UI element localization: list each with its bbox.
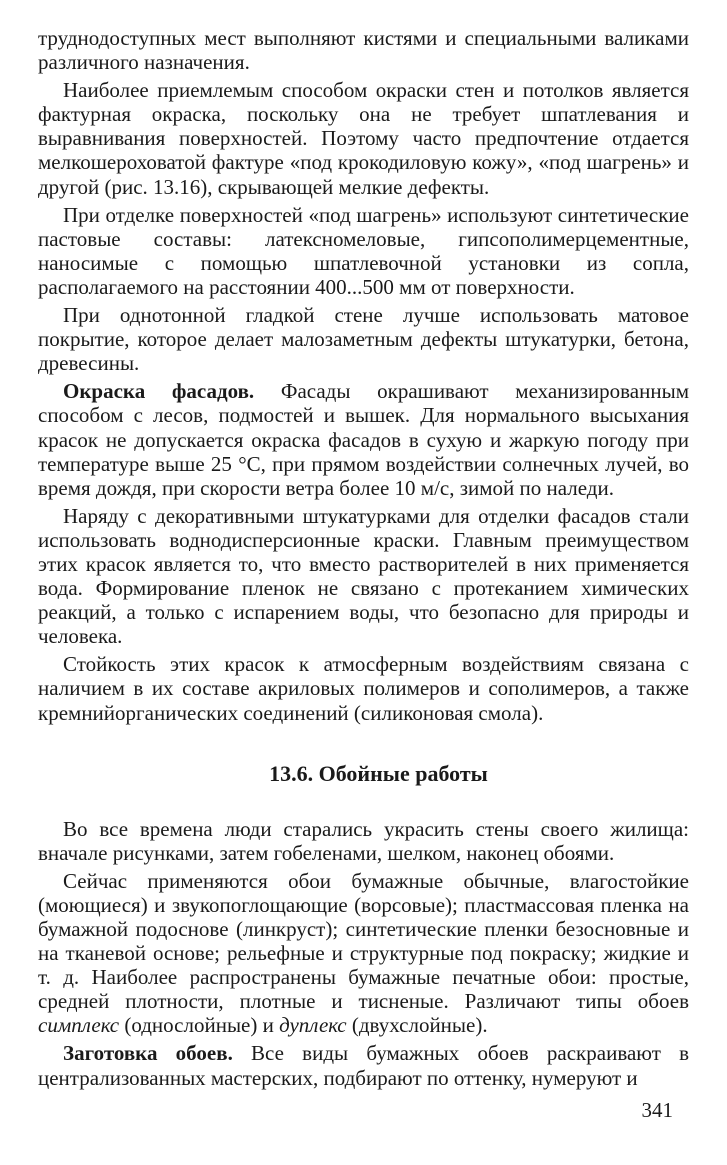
term-simplex: симплекс: [38, 1013, 120, 1038]
paragraph-wall-decoration: Во все времена люди старались украсить стены своего жилища: вначале рисунками, затем гобеленами, шелком, наконец обоями.: [38, 816, 689, 865]
paragraph-wallpaper-types: [38, 869, 689, 1038]
runin-heading-facade: Окраска фасадов.: [63, 379, 255, 404]
paragraph-water-dispersion-paints: Наряду с декоративными штукатурками для отделки фасадов стали использовать воднодисперсионные краски. Главным преимуществом этих красок является то, что вместо растворителей в них применяется вода. Формирование пленок не связано с протеканием химических реакций, а только с испарением воды, что безопасно для природы и человека.: [38, 503, 689, 649]
paragraph-textured-painting: Наиболее приемлемым способом окраски стен и потолков является фактурная окраска, поскольку она не требует шпатлевания и выравнивания поверхностей. Поэтому часто предпочтение отдается мелкошероховатой фактуре «под крокодиловую кожу», «под шагрень» и другой (рис. 13.16), скрывающей мелкие дефекты.: [38, 78, 689, 199]
paragraph-preparation-text: Все виды бумажных обоев раскраивают в централизованных мастерских, подбирают по оттенку, нумеруют и: [38, 1041, 690, 1090]
paragraph-continuation: труднодоступных мест выполняют кистями и специальными валиками различного назначения.: [38, 26, 689, 75]
section-heading: 13.6. Обойные работы: [269, 760, 488, 786]
paragraph-paint-durability: Стойкость этих красок к атмосферным воздействиям связана с наличием в их составе акриловых полимеров и сополимеров, а также кремнийорганических соединений (силиконовая смола).: [38, 652, 689, 725]
wallpaper-types-text-a: Сейчас применяются обои бумажные обычные, влагостойкие (моющиеся) и звукопоглощающие (ворсовые); пластмассовая пленка на бумажной подоснове (линкруст); синтетические пленки безосновные и на тканевой основе; рельефные и структурные под покраску; жидкие и т. д. Наиболее распространены бумажные печатные обои: простые, средней плотности, плотные и тисненые. Различают типы обоев: [38, 868, 689, 1014]
paragraph-matte-coating: При однотонной гладкой стене лучше использовать матовое покрытие, которое делает малозаметным дефекты штукатурки, бетона, древесины.: [38, 303, 689, 376]
paragraph-facade-painting: [38, 379, 689, 499]
paragraph-facade-text: Фасады окрашивают механизированным способом с лесов, подмостей и вышек. Для нормального высыхания красок не допускается окраска фасадов в сухую и жаркую погоду при температуре выше 25 °С, при прямом воздействии солнечных лучей, во время дождя, при скорости ветра более 10 м/с, зимой по наледи.: [38, 379, 689, 500]
paragraph-wallpaper-preparation: [38, 1041, 689, 1089]
page-body: [38, 26, 689, 1090]
paragraph-shagreen-finish: При отделке поверхностей «под шагрень» используют синтетические пастовые составы: латексномеловые, гипсополимерцементные, наносимые с помощью шпатлевочной установки из сопла, располагаемого на расстоянии 400...500 мм от поверхности.: [38, 202, 689, 299]
runin-heading-preparation: Заготовка обоев.: [63, 1041, 233, 1066]
term-duplex: дуплекс: [279, 1013, 347, 1038]
wallpaper-types-text-b: (однослойные) и: [119, 1013, 280, 1038]
page-number: 341: [641, 1098, 673, 1122]
wallpaper-types-text-c: (двухслойные).: [346, 1013, 488, 1038]
